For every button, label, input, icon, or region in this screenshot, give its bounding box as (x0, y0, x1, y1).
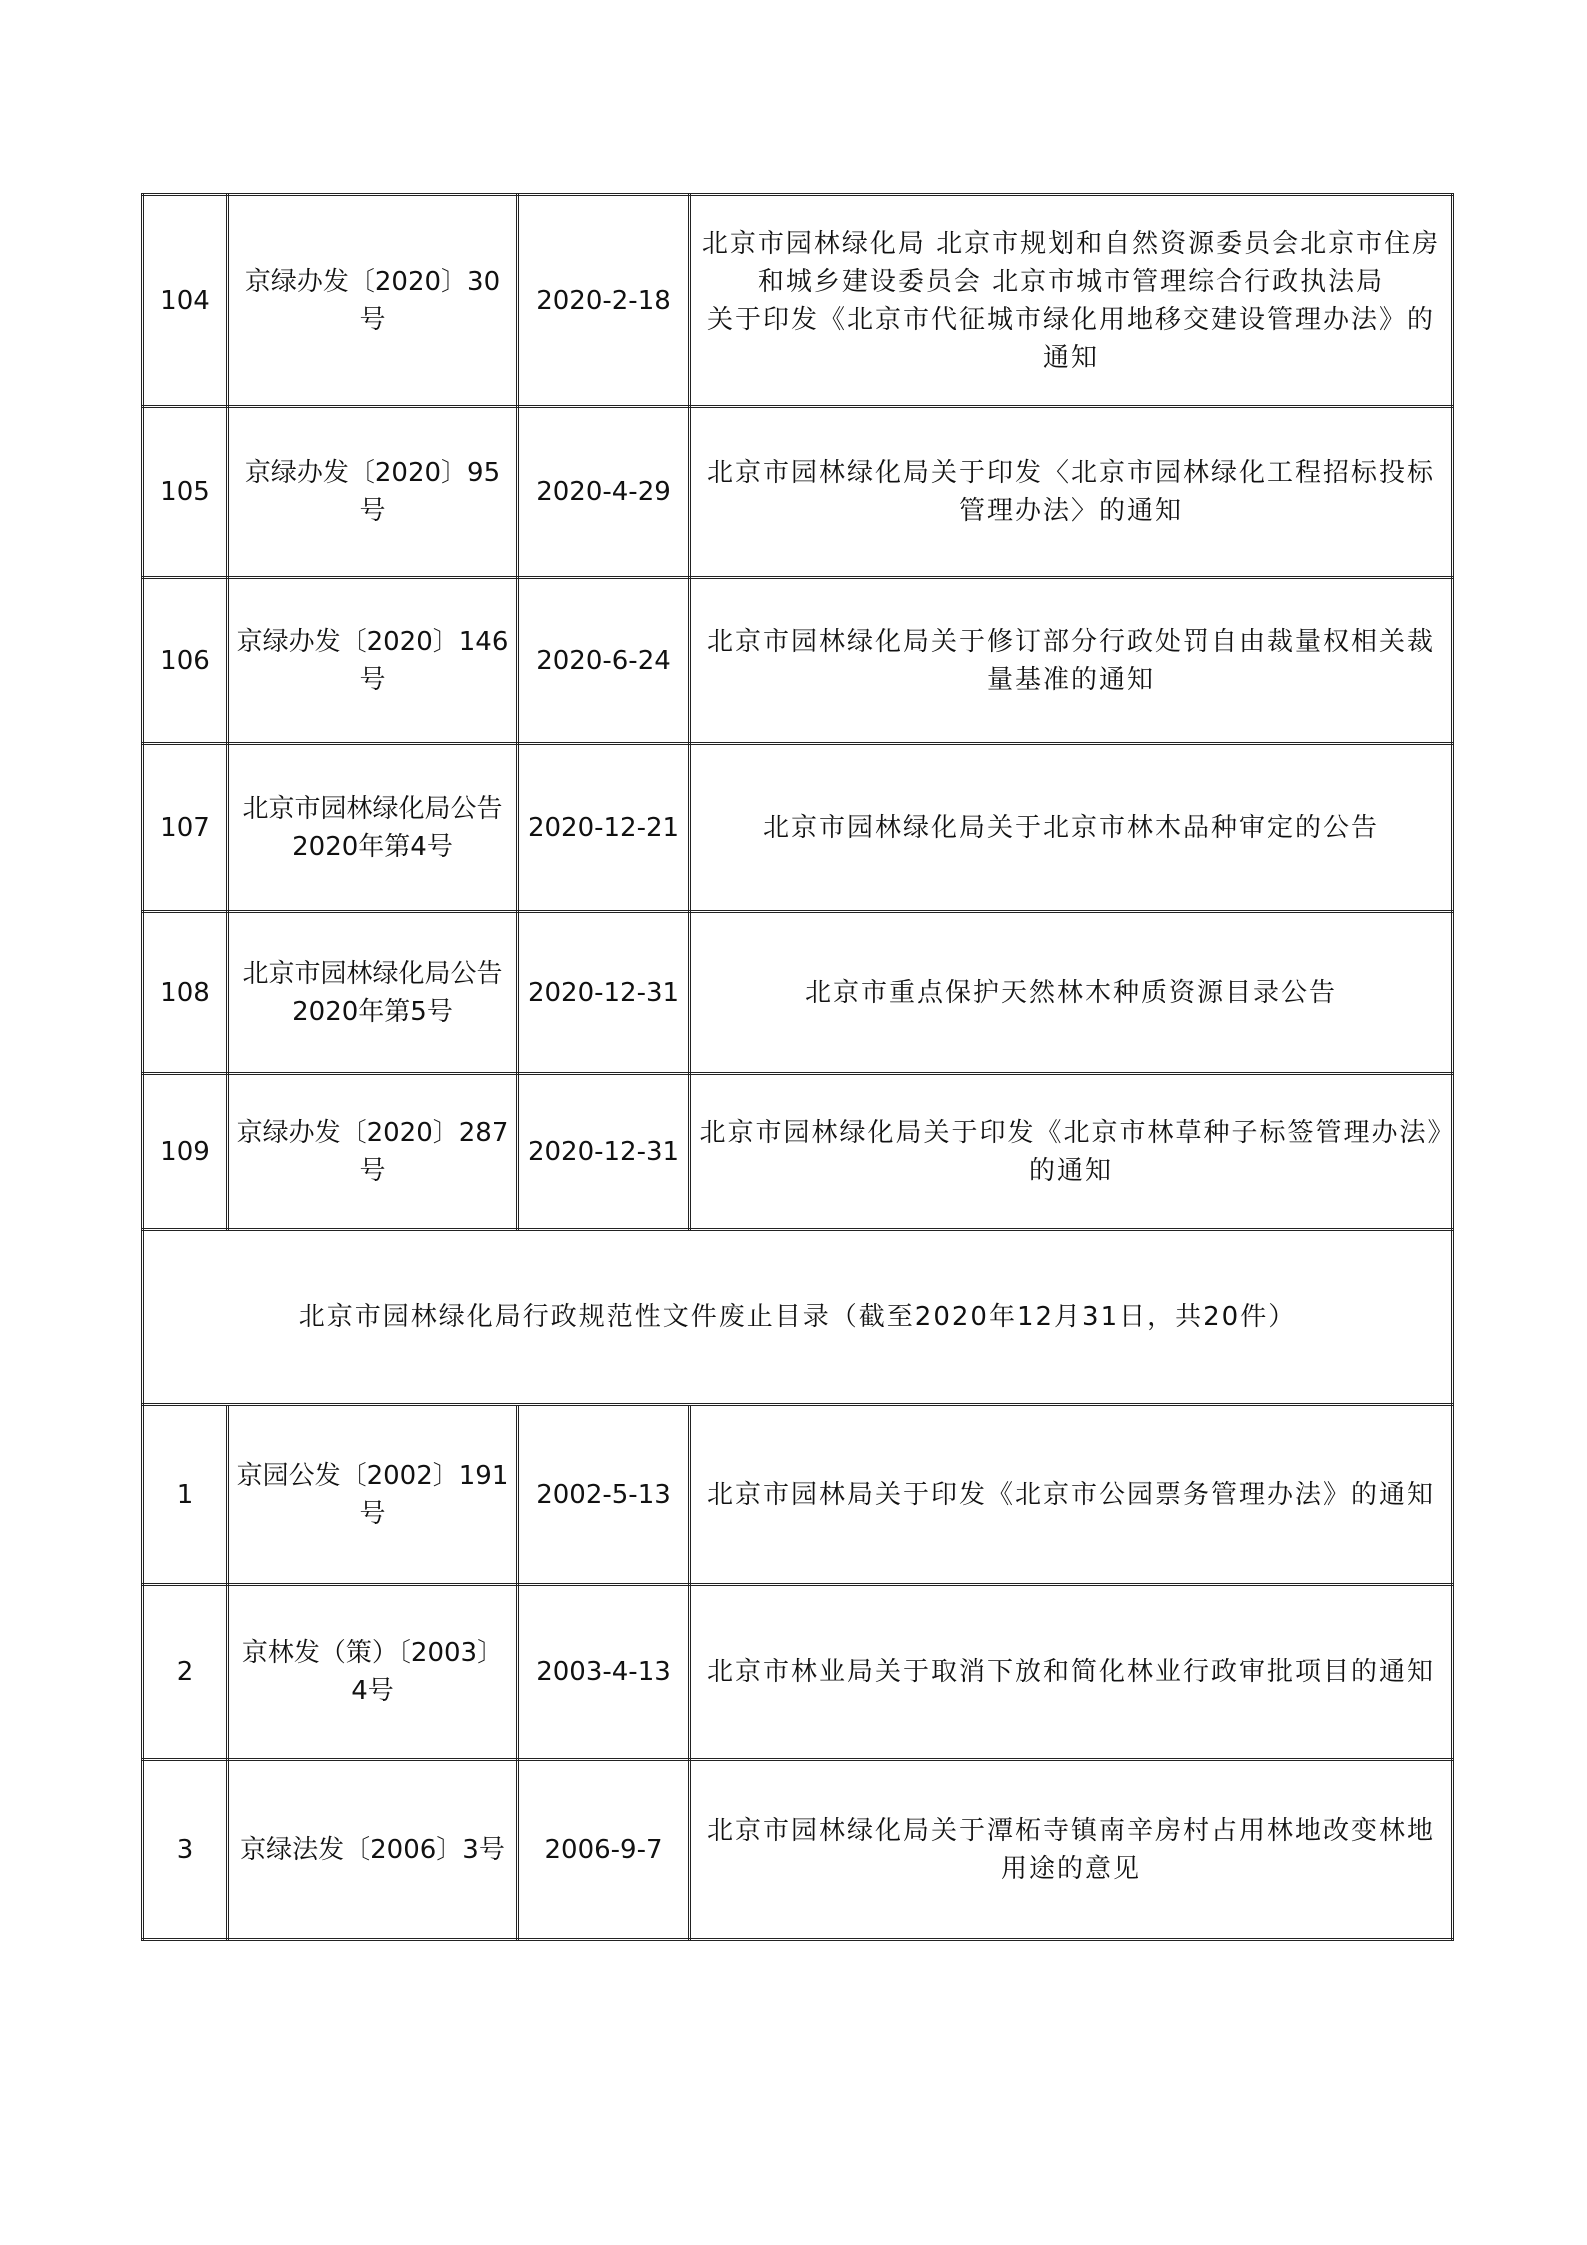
document-number: 京园公发〔2002〕191号 (228, 1405, 518, 1585)
row-number: 2 (143, 1585, 228, 1760)
row-number: 106 (143, 578, 228, 744)
row-number: 109 (143, 1074, 228, 1230)
table-row (143, 1585, 1453, 1760)
table-row (143, 1074, 1453, 1230)
table-row (143, 1405, 1453, 1585)
document-number: 京绿办发〔2020〕95号 (228, 407, 518, 578)
document-number: 京绿办发〔2020〕287号 (228, 1074, 518, 1230)
issue-date: 2003-4-13 (518, 1585, 690, 1760)
table-row (143, 1760, 1453, 1940)
issue-date: 2020-12-31 (518, 1074, 690, 1230)
document-title: 北京市园林绿化局关于修订部分行政处罚自由裁量权相关裁量基准的通知 (690, 578, 1453, 744)
row-number: 105 (143, 407, 228, 578)
row-number: 108 (143, 912, 228, 1074)
section-heading: 北京市园林绿化局行政规范性文件废止目录（截至2020年12月31日，共20件） (143, 1230, 1453, 1405)
row-number: 104 (143, 195, 228, 407)
section-heading-row (143, 1230, 1453, 1405)
table-row (143, 578, 1453, 744)
table-row (143, 912, 1453, 1074)
issue-date: 2006-9-7 (518, 1760, 690, 1940)
issue-date: 2020-2-18 (518, 195, 690, 407)
document-title: 北京市园林绿化局关于北京市林木品种审定的公告 (690, 744, 1453, 912)
row-number: 3 (143, 1760, 228, 1940)
document-title (690, 195, 1453, 407)
issue-date: 2020-6-24 (518, 578, 690, 744)
document-number: 京绿办发〔2020〕146号 (228, 578, 518, 744)
document-title: 北京市园林绿化局关于潭柘寺镇南辛房村占用林地改变林地用途的意见 (690, 1760, 1453, 1940)
document-title: 北京市园林局关于印发《北京市公园票务管理办法》的通知 (690, 1405, 1453, 1585)
issue-date: 2002-5-13 (518, 1405, 690, 1585)
issue-date: 2020-12-31 (518, 912, 690, 1074)
table-row (143, 744, 1453, 912)
document-number: 北京市园林绿化局公告2020年第5号 (228, 912, 518, 1074)
issue-date: 2020-12-21 (518, 744, 690, 912)
row-number: 1 (143, 1405, 228, 1585)
document-number: 北京市园林绿化局公告2020年第4号 (228, 744, 518, 912)
document-number: 京绿办发〔2020〕30号 (228, 195, 518, 407)
document-number: 京林发（策）〔2003〕4号 (228, 1585, 518, 1760)
regulation-table (141, 193, 1454, 1941)
table-row (143, 407, 1453, 578)
document-title: 北京市重点保护天然林木种质资源目录公告 (690, 912, 1453, 1074)
table-row (143, 195, 1453, 407)
issue-date: 2020-4-29 (518, 407, 690, 578)
document-title: 北京市园林绿化局关于印发〈北京市园林绿化工程招标投标管理办法〉的通知 (690, 407, 1453, 578)
document-issuers: 北京市园林绿化局 北京市规划和自然资源委员会北京市住房和城乡建设委员会 北京市城市管理综合行政执法局 (701, 228, 1441, 297)
document-title-text: 关于印发《北京市代征城市绿化用地移交建设管理办法》的通知 (706, 304, 1435, 373)
document-title: 北京市园林绿化局关于印发《北京市林草种子标签管理办法》的通知 (690, 1074, 1453, 1230)
row-number: 107 (143, 744, 228, 912)
document-number: 京绿法发〔2006〕3号 (228, 1760, 518, 1940)
document-title: 北京市林业局关于取消下放和简化林业行政审批项目的通知 (690, 1585, 1453, 1760)
